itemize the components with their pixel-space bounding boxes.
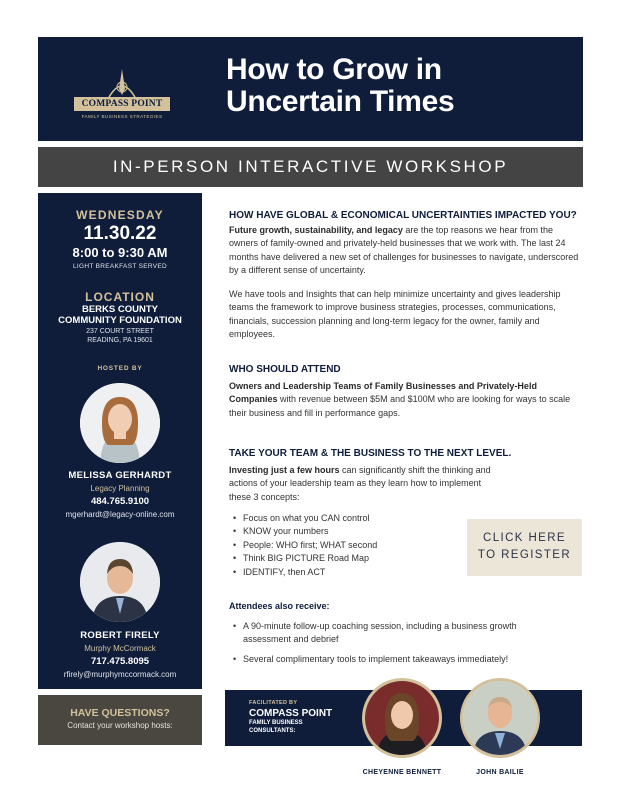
facilitated-by-label: FACILITATED BY xyxy=(249,700,298,706)
event-date: 11.30.22 xyxy=(83,223,157,244)
register-button[interactable] xyxy=(467,519,582,576)
receive-list xyxy=(233,620,533,666)
host-name: ROBERT FIRELY xyxy=(80,630,160,641)
list-item: • Several complimentary tools to implement takeaways immediately! xyxy=(233,653,533,666)
facilitator-company: COMPASS POINT xyxy=(249,708,333,719)
facilitator-photo-john xyxy=(460,678,540,758)
venue-address xyxy=(38,328,202,345)
list-item: • People: WHO first; WHAT second xyxy=(233,539,377,552)
list-item: • Focus on what you CAN control xyxy=(233,512,377,525)
venue-line-1: BERKS COUNTY xyxy=(81,304,158,315)
event-details-sidebar xyxy=(38,193,202,689)
event-note: LIGHT BREAKFAST SERVED xyxy=(72,263,168,270)
venue-name xyxy=(38,304,202,326)
address-line-2: READING, PA 19601 xyxy=(87,336,153,344)
impact-heading: HOW HAVE GLOBAL & ECONOMICAL UNCERTAINTIES IMPACTED YOU? xyxy=(229,210,577,221)
page-title xyxy=(226,54,566,118)
list-item: • Think BIG PICTURE Road Map xyxy=(233,552,377,565)
host-email[interactable]: rfirely@murphymccormack.com xyxy=(63,670,177,679)
next-level-heading: TAKE YOUR TEAM & THE BUSINESS TO THE NEXT LEVEL. xyxy=(229,448,512,459)
workshop-subtitle: IN-PERSON INTERACTIVE WORKSHOP xyxy=(38,147,583,187)
register-line-1: CLICK HERE xyxy=(482,532,567,544)
next-bold-lead: Investing just a few hours xyxy=(229,465,340,475)
attend-heading: WHO SHOULD ATTEND xyxy=(229,364,341,375)
receive-heading: Attendees also receive: xyxy=(229,601,330,611)
compass-logo-icon xyxy=(68,65,176,101)
logo-name: COMPASS POINT xyxy=(74,97,170,111)
next-text: can significantly shift the thinking and actions of your leadership team as they learn how to implement these 3 concepts: xyxy=(229,465,491,502)
impact-paragraph-2: We have tools and Insights that can help minimize uncertainty and gives leadership teams the framework to improve business strategies, processes, communications, financials, succession planning and long-term legacy for the owner, family and employees. xyxy=(229,289,561,339)
questions-title: HAVE QUESTIONS? xyxy=(70,707,170,719)
host-photo-melissa xyxy=(80,383,160,463)
impact-bold-lead: Future growth, sustainability, and legacy xyxy=(229,225,403,235)
questions-subtitle: Contact your workshop hosts: xyxy=(67,721,173,730)
register-line-2: TO REGISTER xyxy=(477,549,572,561)
host-company: Murphy McCormack xyxy=(84,644,156,653)
facilitator-sub-line-2: CONSULTANTS: xyxy=(249,727,296,734)
facilitator-photo-cheyenne xyxy=(362,678,442,758)
address-line-1: 237 COURT STREET xyxy=(86,328,154,335)
facilitator-subtitle xyxy=(249,720,303,735)
host-company: Legacy Planning xyxy=(90,484,150,493)
facilitator-sub-line-1: FAMILY BUSINESS xyxy=(249,720,303,726)
list-item: • KNOW your numbers xyxy=(233,525,377,538)
list-item: • IDENTIFY, then ACT xyxy=(233,566,377,579)
host-phone[interactable]: 484.765.9100 xyxy=(90,496,150,507)
impact-paragraph-1 xyxy=(229,224,581,277)
hosted-by-label: HOSTED BY xyxy=(97,365,143,372)
event-time: 8:00 to 9:30 AM xyxy=(72,245,168,260)
attend-text: with revenue between $5M and $100M who are looking for ways to scale their business and fill in performance gaps. xyxy=(229,394,571,418)
host-photo-robert xyxy=(80,542,160,622)
attend-paragraph xyxy=(229,380,581,420)
location-label: LOCATION xyxy=(85,290,155,304)
next-level-paragraph xyxy=(229,464,497,504)
list-item: • A 90-minute follow-up coaching session, including a business growth assessment and debrief xyxy=(233,620,533,647)
impact-text: are the top reasons we hear from the owners of family-owned and privately-held businesses that we work with. The last 24 months have delivered a new set of challenges for businesses to navigate, underscored by a different sense of uncertainty. xyxy=(229,225,579,275)
questions-box xyxy=(38,695,202,745)
title-line-1: How to Grow in xyxy=(226,53,442,86)
host-phone[interactable]: 717.475.8095 xyxy=(90,656,150,667)
facilitator-name: JOHN BAILIE xyxy=(476,769,524,776)
facilitator-name: CHEYENNE BENNETT xyxy=(362,769,442,776)
compass-point-logo xyxy=(68,65,176,129)
venue-line-2: COMMUNITY FOUNDATION xyxy=(58,315,182,326)
title-line-2: Uncertain Times xyxy=(226,85,455,118)
concepts-list xyxy=(233,512,377,579)
host-email[interactable]: mgerhardt@legacy-online.com xyxy=(65,510,175,519)
attend-bold-lead: Owners and Leadership Teams of Family Businesses and Privately-Held Companies xyxy=(229,381,537,405)
host-name: MELISSA GERHARDT xyxy=(68,470,172,481)
event-day: WEDNESDAY xyxy=(76,208,164,222)
header-banner xyxy=(38,37,583,141)
logo-tagline: FAMILY BUSINESS STRATEGIES xyxy=(81,114,163,119)
